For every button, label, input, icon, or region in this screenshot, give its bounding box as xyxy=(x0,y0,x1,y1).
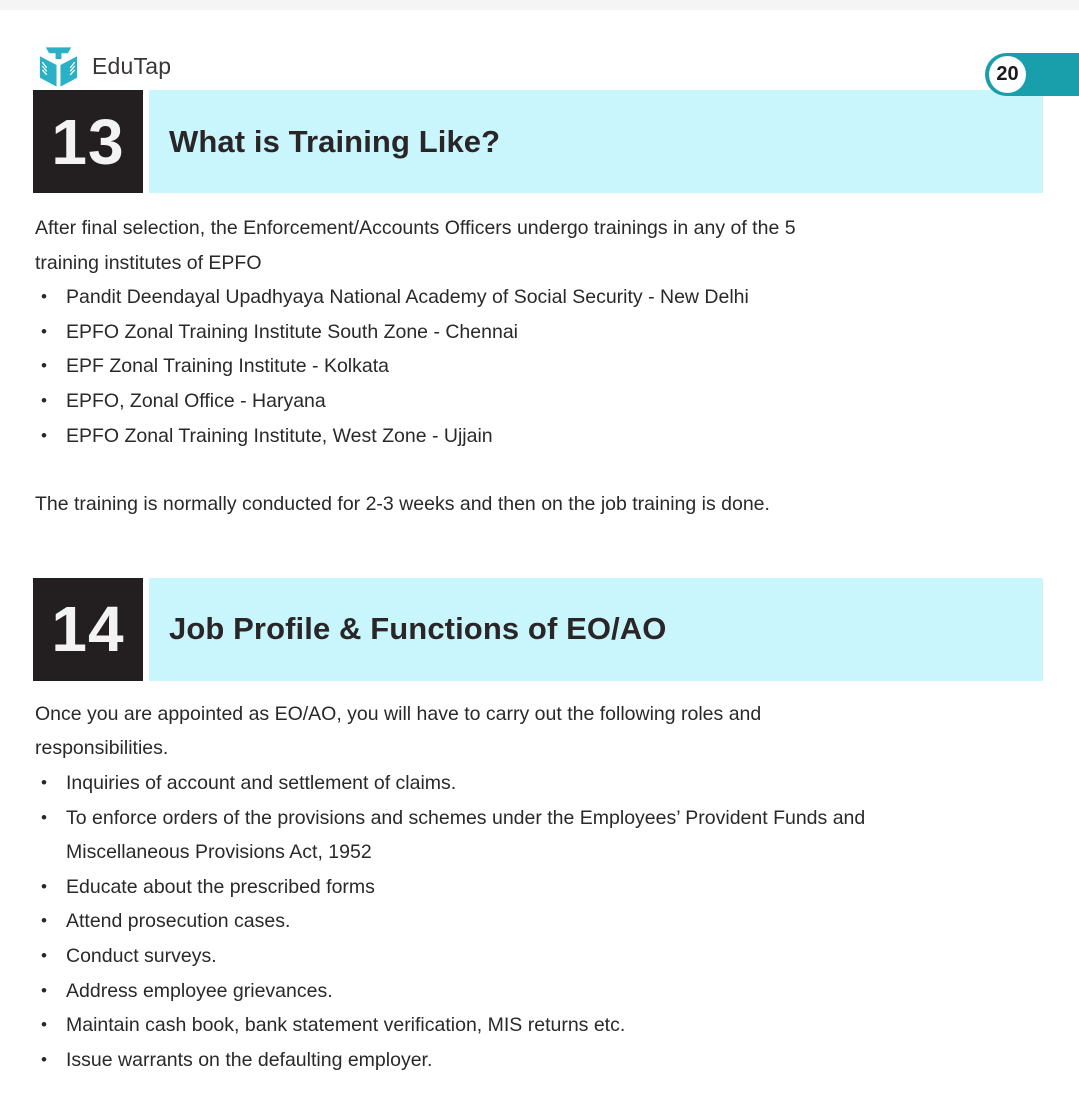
list-item: • Maintain cash book, bank statement verification, MIS returns etc. xyxy=(35,1008,969,1043)
list-item: • Pandit Deendayal Upadhyaya National Academy of Social Security - New Delhi xyxy=(35,280,969,315)
section-14-header xyxy=(33,578,1043,681)
section-13-title-bar xyxy=(149,90,1043,193)
roles-responsibilities-list xyxy=(35,766,969,1077)
list-item: • EPFO Zonal Training Institute South Zone - Chennai xyxy=(35,315,969,350)
brand-name: EduTap xyxy=(92,52,172,79)
intro-line: responsibilities. xyxy=(35,737,169,760)
list-item: • Issue warrants on the defaulting employer. xyxy=(35,1043,969,1078)
page-number-badge xyxy=(985,53,1079,96)
page-number: 20 xyxy=(989,56,1026,93)
bullet-icon: • xyxy=(41,1049,47,1069)
bullet-icon: • xyxy=(41,321,47,341)
list-item: • Inquiries of account and settlement of claims. xyxy=(35,766,969,801)
bullet-icon: • xyxy=(41,1015,47,1035)
section-14-number: 14 xyxy=(33,578,143,681)
intro-line: After final selection, the Enforcement/Accounts Officers undergo trainings in any of the 5 xyxy=(35,217,796,239)
bullet-icon: • xyxy=(41,425,47,445)
bullet-icon: • xyxy=(41,945,47,965)
list-item: • EPFO, Zonal Office - Haryana xyxy=(35,384,969,419)
section-13-title: What is Training Like? xyxy=(169,123,501,159)
intro-line: training institutes of EPFO xyxy=(35,251,262,274)
list-item: • Educate about the prescribed forms xyxy=(35,870,969,905)
training-institutes-list xyxy=(35,280,969,453)
list-item: • EPF Zonal Training Institute - Kolkata xyxy=(35,349,969,384)
bullet-icon: • xyxy=(41,287,47,307)
edutap-logo xyxy=(35,42,171,90)
document-header xyxy=(0,10,1079,90)
list-item: • Conduct surveys. xyxy=(35,939,969,974)
book-graduation-cap-icon xyxy=(35,42,82,90)
section-13-header xyxy=(33,90,1043,193)
bullet-icon: • xyxy=(41,876,47,896)
list-item: • Address employee grievances. xyxy=(35,974,969,1009)
section-13-body xyxy=(35,211,969,522)
list-item: • To enforce orders of the provisions and schemes under the Employees’ Provident Funds and Miscellaneous Provisions Act, 1952 xyxy=(35,801,969,870)
section-14-body xyxy=(35,697,969,1078)
list-item: • EPFO Zonal Training Institute, West Zone - Ujjain xyxy=(35,419,969,454)
bullet-icon: • xyxy=(41,980,47,1000)
bullet-icon: • xyxy=(41,807,47,827)
list-item: • Attend prosecution cases. xyxy=(35,904,969,939)
intro-line: Once you are appointed as EO/AO, you will have to carry out the following roles and xyxy=(35,702,762,725)
bullet-icon: • xyxy=(41,390,47,410)
section-14-title-bar xyxy=(149,578,1043,681)
section-14-title: Job Profile & Functions of EO/AO xyxy=(169,611,667,647)
training-duration-note: The training is normally conducted for 2-3 weeks and then on the job training is done. xyxy=(35,493,770,516)
bullet-icon: • xyxy=(41,911,47,931)
bullet-icon: • xyxy=(41,772,47,792)
top-strip xyxy=(0,0,1079,10)
bullet-icon: • xyxy=(41,356,47,376)
section-13-number: 13 xyxy=(33,90,143,193)
